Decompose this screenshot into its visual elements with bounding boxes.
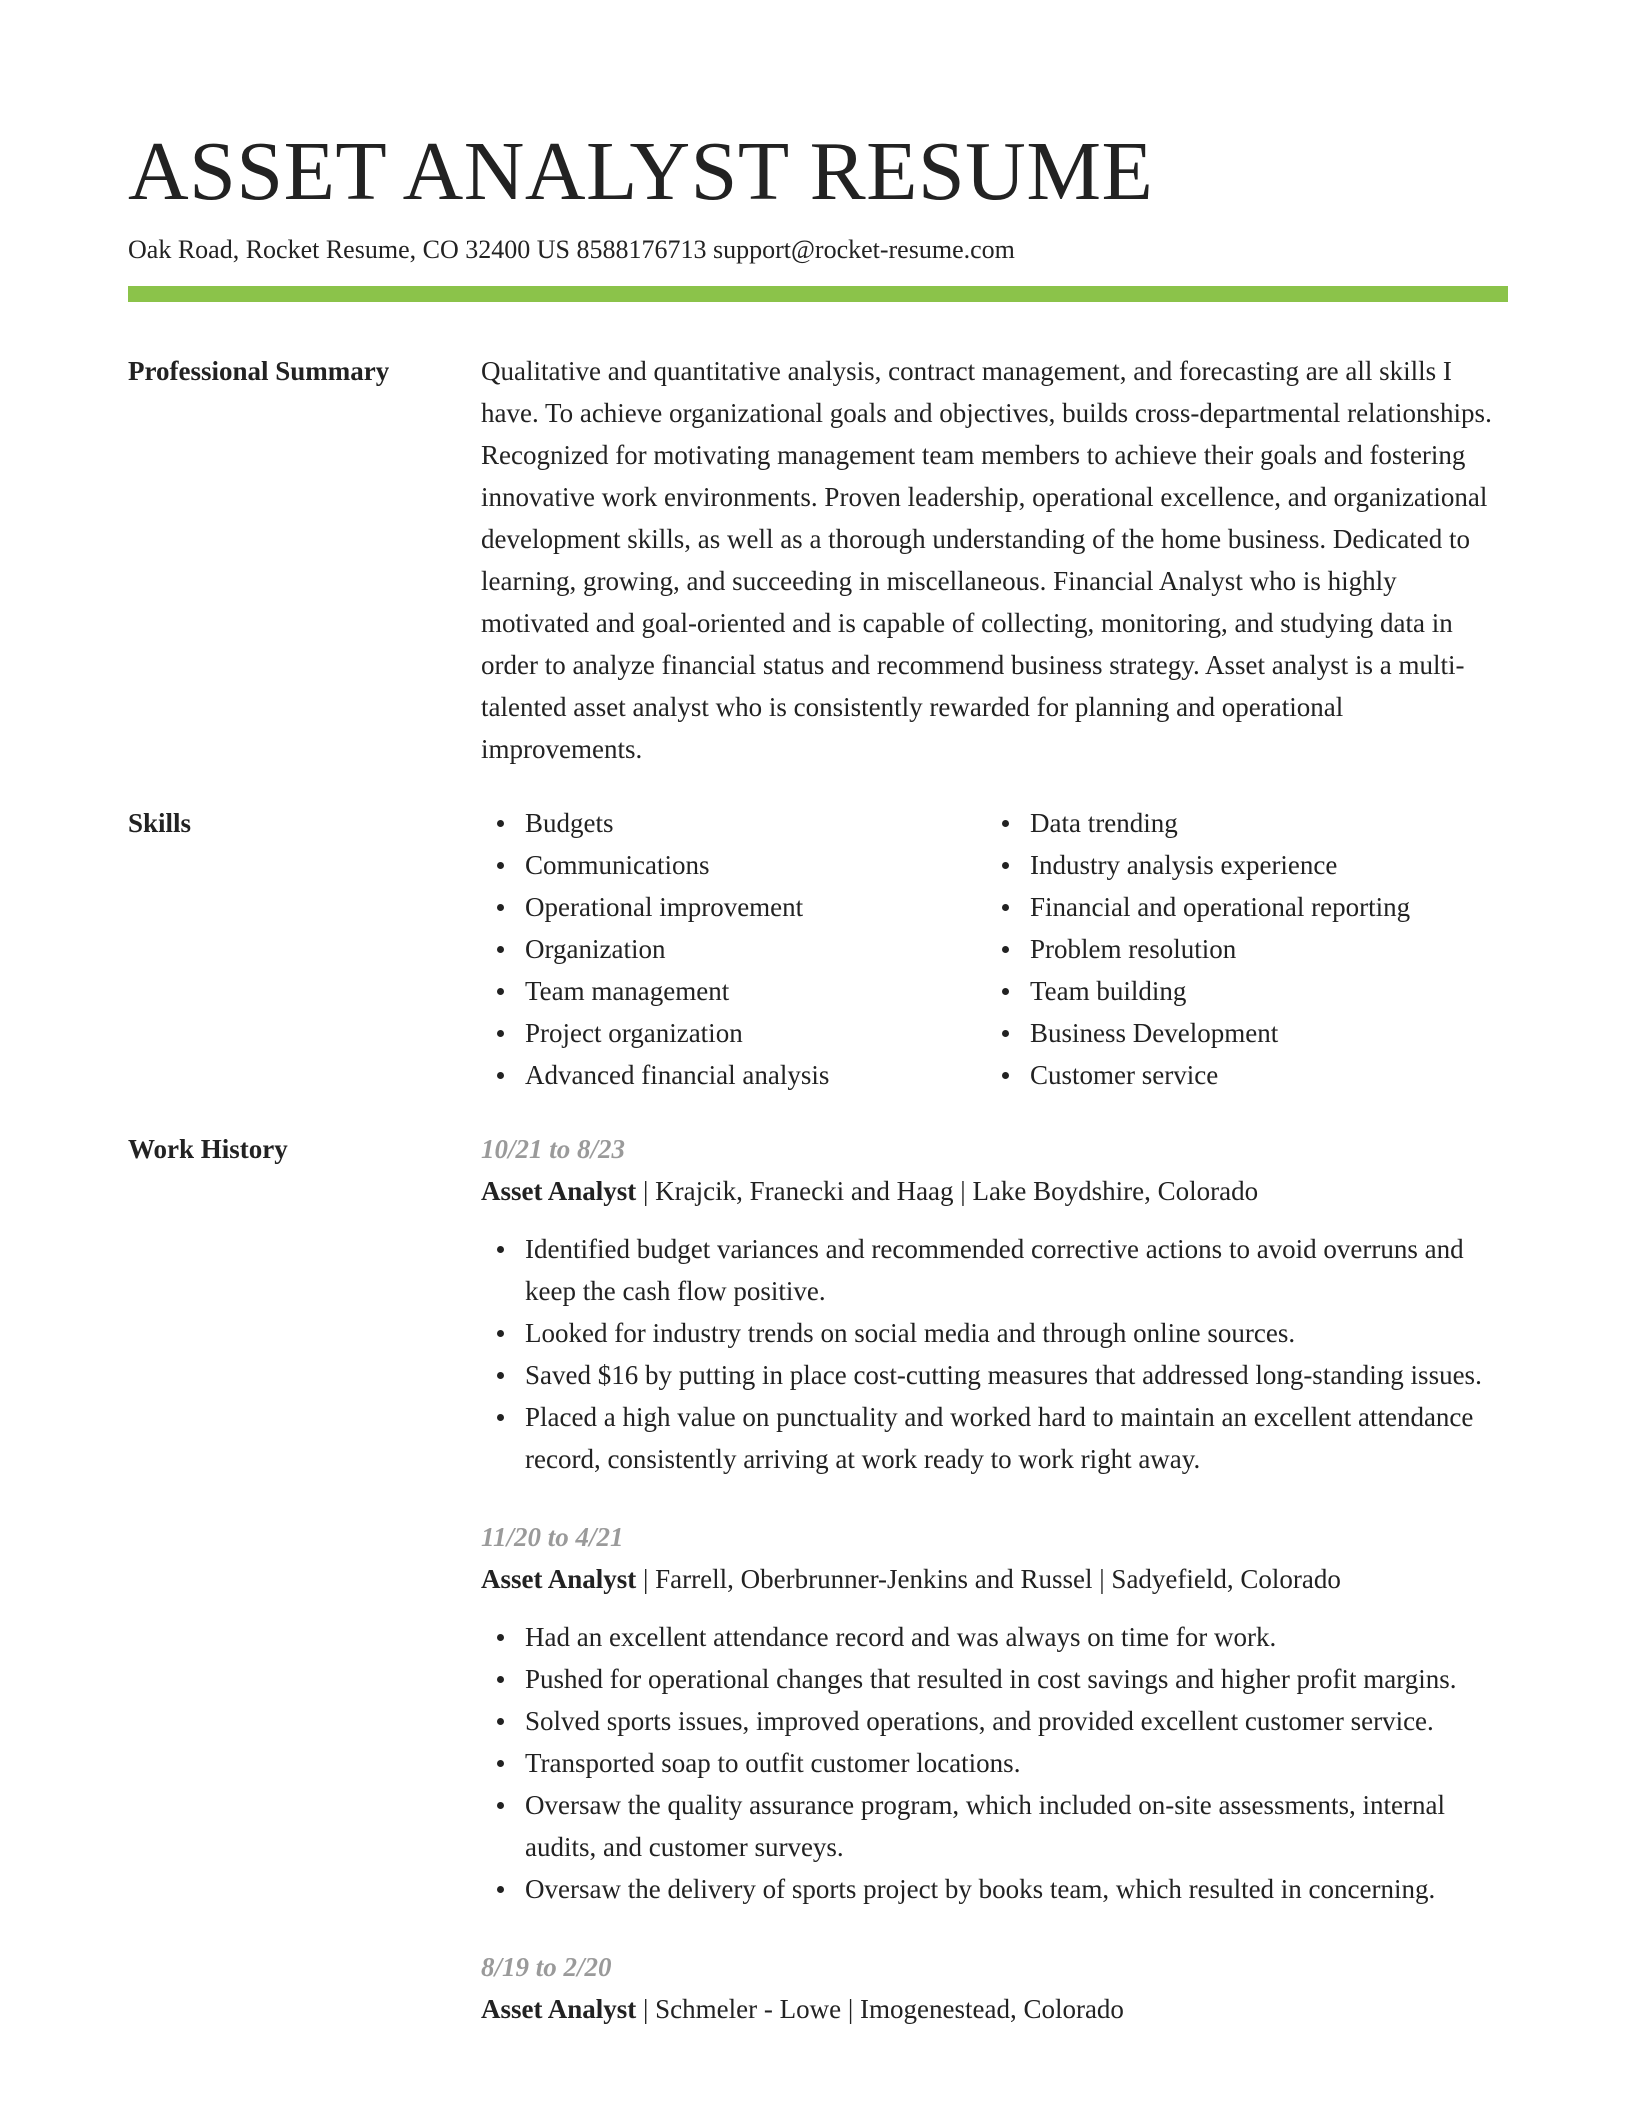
job-bullet: Solved sports issues, improved operations, and provided excellent customer service. [525, 1700, 1508, 1742]
skill-item: Budgets [525, 802, 986, 844]
resume-content [128, 350, 1508, 2098]
job-bullet: Identified budget variances and recommended corrective actions to avoid overruns and keep the cash flow positive. [525, 1228, 1508, 1312]
skill-item: Communications [525, 844, 986, 886]
job-entry [481, 1516, 1508, 1910]
job-bullet: Saved $16 by putting in place cost-cutting measures that addressed long-standing issues. [525, 1354, 1508, 1396]
job-dates: 10/21 to 8/23 [481, 1134, 626, 1164]
job-bullet: Placed a high value on punctuality and worked hard to maintain an excellent attendance record, consistently arriving at work ready to work right away. [525, 1396, 1508, 1480]
skill-item: Team building [1030, 970, 1491, 1012]
skill-item: Data trending [1030, 802, 1491, 844]
resume-title: ASSET ANALYST RESUME [128, 125, 1154, 218]
accent-divider [128, 286, 1508, 302]
contact-line: Oak Road, Rocket Resume, CO 32400 US 8588176713 support@rocket-resume.com [128, 235, 1015, 264]
job-details: | Krajcik, Franecki and Haag | Lake Boydshire, Colorado [636, 1176, 1259, 1206]
job-bullet: Had an excellent attendance record and was always on time for work. [525, 1616, 1508, 1658]
job-entry [481, 1128, 1508, 1480]
summary-section [128, 350, 1508, 770]
skills-body [481, 802, 1508, 1096]
skill-item: Business Development [1030, 1012, 1491, 1054]
skill-item: Project organization [525, 1012, 986, 1054]
skill-item: Industry analysis experience [1030, 844, 1491, 886]
job-heading [481, 1558, 1508, 1600]
skill-item: Financial and operational reporting [1030, 886, 1491, 928]
work-history-heading: Work History [128, 1134, 288, 1164]
job-entry [481, 1946, 1508, 2030]
job-bullet: Oversaw the quality assurance program, which included on-site assessments, internal audits, and customer surveys. [525, 1784, 1508, 1868]
skills-heading: Skills [128, 808, 192, 838]
job-heading [481, 1988, 1508, 2030]
job-details: | Farrell, Oberbrunner-Jenkins and Russel | Sadyefield, Colorado [636, 1564, 1341, 1594]
job-title: Asset Analyst [481, 1564, 637, 1594]
skill-item: Advanced financial analysis [525, 1054, 986, 1096]
skill-item: Team management [525, 970, 986, 1012]
job-bullets [481, 1228, 1508, 1480]
job-dates: 8/19 to 2/20 [481, 1952, 612, 1982]
skill-item: Problem resolution [1030, 928, 1491, 970]
work-history-section [128, 1128, 1508, 2066]
job-bullet: Oversaw the delivery of sports project by books team, which resulted in concerning. [525, 1868, 1508, 1910]
skills-list-right [986, 802, 1491, 1096]
summary-heading: Professional Summary [128, 356, 390, 386]
job-title: Asset Analyst [481, 1994, 637, 2024]
summary-body [481, 350, 1508, 770]
job-bullet: Transported soap to outfit customer locations. [525, 1742, 1508, 1784]
job-bullet: Pushed for operational changes that resulted in cost savings and higher profit margins. [525, 1658, 1508, 1700]
skills-section [128, 802, 1508, 1096]
job-bullets [481, 1616, 1508, 1910]
job-details: | Schmeler - Lowe | Imogenestead, Colorado [636, 1994, 1124, 2024]
skill-item: Operational improvement [525, 886, 986, 928]
skills-list-left [481, 802, 986, 1096]
summary-text: Qualitative and quantitative analysis, contract management, and forecasting are all skills I have. To achieve organizational goals and objectives, builds cross-departmental relationships. Recognized for motivating management team members to achieve their goals and fostering innovative work environments. Proven leadership, operational excellence, and organizational development skills, as well as a thorough understanding of the home business. Dedicated to learning, growing, and succeeding in miscellaneous. Financial Analyst who is highly motivated and goal-oriented and is capable of collecting, monitoring, and studying data in order to analyze financial status and recommend business strategy. Asset analyst is a multi-talented asset analyst who is consistently rewarded for planning and operational improvements. [481, 356, 1492, 764]
skill-item: Organization [525, 928, 986, 970]
job-bullet: Looked for industry trends on social media and through online sources. [525, 1312, 1508, 1354]
job-dates: 11/20 to 4/21 [481, 1522, 624, 1552]
work-history-body [481, 1128, 1508, 2066]
skill-item: Customer service [1030, 1054, 1491, 1096]
job-title: Asset Analyst [481, 1176, 637, 1206]
job-heading [481, 1170, 1508, 1212]
